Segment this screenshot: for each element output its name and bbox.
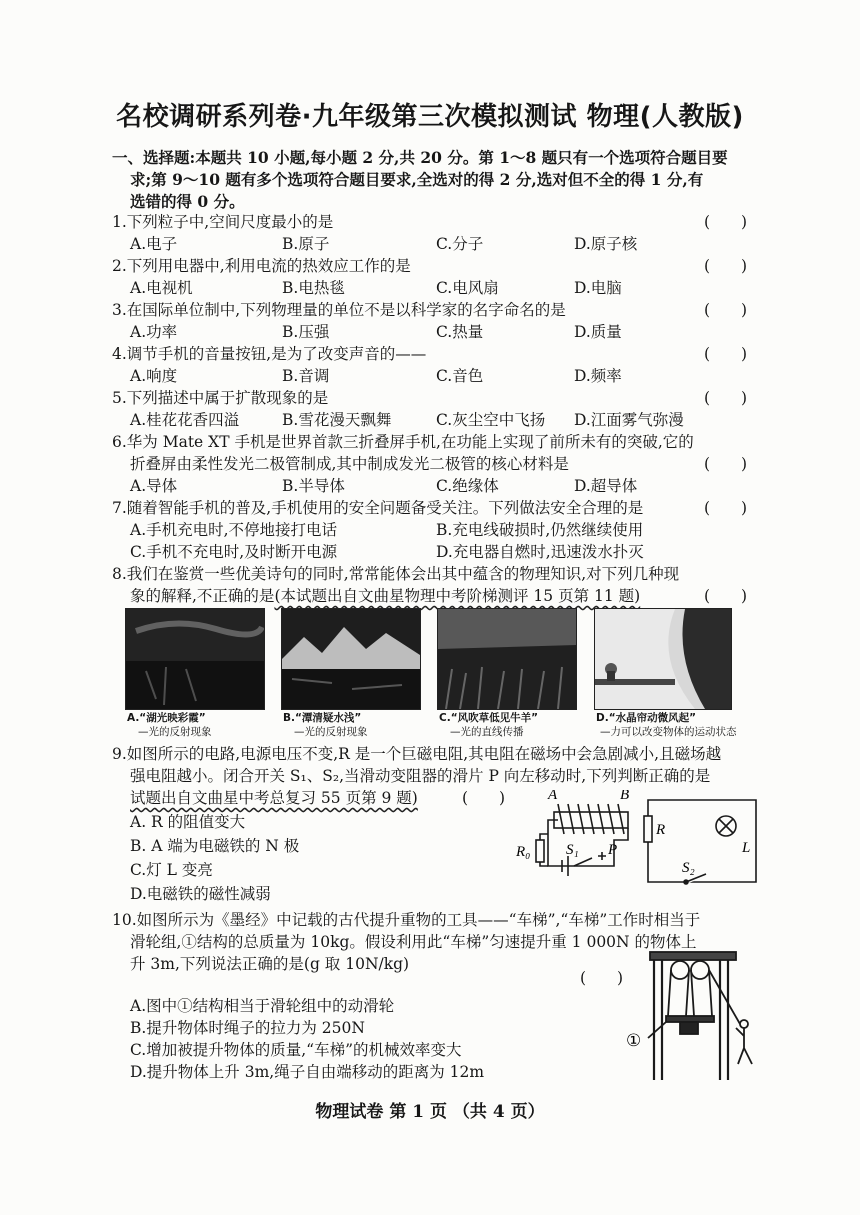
cart-ladder-pulley-figure xyxy=(622,946,762,1086)
question-3-option-b: B.压强 xyxy=(282,323,330,341)
label-r0: R₀ xyxy=(516,844,531,860)
question-10-option-b: B.提升物体时绳子的拉力为 250N xyxy=(130,1019,365,1037)
question-2-option-d: D.电脑 xyxy=(574,279,622,297)
question-8-source-note: (本试题出自文曲星物理中考阶梯测评 15 页第 11 题) xyxy=(274,587,641,605)
section-instruction-line3: 选错的得 0 分。 xyxy=(130,192,245,211)
photo-d-explanation: —力可以改变物体的运动状态 xyxy=(600,726,737,738)
question-4-answer-blank[interactable]: ( ) xyxy=(704,345,748,363)
question-4-option-b: B.音调 xyxy=(282,367,330,385)
mountain-photo xyxy=(281,608,421,710)
question-6-answer-blank[interactable]: ( ) xyxy=(704,455,748,473)
question-9-option-c: C.灯 L 变亮 xyxy=(130,861,213,879)
grassland-photo-art xyxy=(438,609,576,709)
photo-c-title: C.“风吹草低见牛羊” xyxy=(439,712,538,724)
switch-s1 xyxy=(574,858,592,866)
label-b: B xyxy=(620,790,630,803)
question-10-answer-blank[interactable]: ( ) xyxy=(580,969,624,987)
question-9-option-d: D.电磁铁的磁性减弱 xyxy=(130,885,271,903)
label-s1: S₁ xyxy=(566,842,579,858)
question-10-option-d: D.提升物体上升 3m,绳子自由端移动的距离为 12m xyxy=(130,1063,485,1081)
question-2-option-c: C.电风扇 xyxy=(436,279,499,297)
question-8-stem-line1: 8.我们在鉴赏一些优美诗句的同时,常常能体会出其中蕴含的物理知识,对下列几种现 xyxy=(112,565,680,583)
structure-1-label: ① xyxy=(626,1031,642,1051)
question-3-stem: 3.在国际单位制中,下列物理量的单位不是以科学家的名字命名的是 xyxy=(112,301,566,319)
mountain-photo-art xyxy=(282,609,420,709)
question-1-option-d: D.原子核 xyxy=(574,235,638,253)
question-8-answer-blank[interactable]: ( ) xyxy=(704,587,748,605)
question-10-stem-line3: 升 3m,下列说法正确的是(g 取 10N/kg) xyxy=(130,955,410,973)
question-6-option-d: D.超导体 xyxy=(574,477,638,495)
exam-title: 名校调研系列卷·九年级第三次模拟测试 物理(人教版) xyxy=(116,102,744,132)
question-3-answer-blank[interactable]: ( ) xyxy=(704,301,748,319)
question-1-stem: 1.下列粒子中,空间尺度最小的是 xyxy=(112,213,334,231)
resistor-r0 xyxy=(536,840,544,862)
question-4-option-d: D.频率 xyxy=(574,367,622,385)
question-2-option-a: A.电视机 xyxy=(130,279,193,297)
question-8-stem-line2 xyxy=(130,586,640,606)
question-6-option-c: C.绝缘体 xyxy=(436,477,499,495)
question-9-option-a: A. R 的阻值变大 xyxy=(130,813,246,831)
question-9-option-b: B. A 端为电磁铁的 N 极 xyxy=(130,837,300,855)
question-10-stem-line2: 滑轮组,①结构的总质量为 10kg。假设利用此“车梯”匀速提升重 1 000N 的物体上 xyxy=(130,933,697,951)
photo-a-title: A.“湖光映彩霞” xyxy=(127,712,206,724)
photo-d-title: D.“水晶帘动微风起” xyxy=(596,712,697,724)
curtain-photo xyxy=(594,608,732,710)
question-1-option-b: B.原子 xyxy=(282,235,330,253)
question-6-option-b: B.半导体 xyxy=(282,477,345,495)
label-p: P xyxy=(608,842,618,858)
question-4-stem: 4.调节手机的音量按钮,是为了改变声音的—— xyxy=(112,345,427,363)
heavy-object xyxy=(680,1022,698,1034)
question-5-option-a: A.桂花花香四溢 xyxy=(130,411,240,429)
question-10-stem-line1: 10.如图所示为《墨经》中记载的古代提升重物的工具——“车梯”,“车梯”工作时相当于 xyxy=(112,911,701,929)
slider-p xyxy=(598,852,606,860)
photo-b-explanation: —光的反射现象 xyxy=(294,726,368,738)
question-2-answer-blank[interactable]: ( ) xyxy=(704,257,748,275)
question-7-stem: 7.随着智能手机的普及,手机使用的安全问题备受关注。下列做法安全合理的是 xyxy=(112,499,644,517)
question-9-stem-line2: 强电阻越小。闭合开关 S₁、S₂,当滑动变阻器的滑片 P 向左移动时,下列判断正确的是 xyxy=(130,767,711,785)
question-5-stem: 5.下列描述中属于扩散现象的是 xyxy=(112,389,329,407)
label-r: R xyxy=(656,822,666,838)
question-4-option-a: A.响度 xyxy=(130,367,178,385)
question-5-option-b: B.雪花漫天飘舞 xyxy=(282,411,392,429)
lake-photo-art xyxy=(126,609,264,709)
question-9-answer-blank[interactable]: ( ) xyxy=(462,789,506,807)
photo-c-explanation: —光的直线传播 xyxy=(450,726,524,738)
question-3-option-c: C.热量 xyxy=(436,323,484,341)
question-9-source-note: 试题出自文曲星中考总复习 55 页第 9 题) xyxy=(130,789,418,807)
section-instruction-line1: 一、选择题:本题共 10 小题,每小题 2 分,共 20 分。第 1～8 题只有一个选项符合题目要 xyxy=(112,148,728,167)
section-instruction-line2: 求;第 9～10 题有多个选项符合题目要求,全选对的得 2 分,选对但不全的得 1 分,有 xyxy=(130,170,704,189)
curtain-photo-art xyxy=(595,609,731,709)
pulley-right xyxy=(691,961,709,979)
pulley-left xyxy=(671,961,689,979)
label-l: L xyxy=(742,840,751,856)
question-7-option-c: C.手机不充电时,及时断开电源 xyxy=(130,543,338,561)
question-7-option-d: D.充电器自燃时,迅速泼水扑灭 xyxy=(436,543,644,561)
question-7-answer-blank[interactable]: ( ) xyxy=(704,499,748,517)
gmr-resistor-r xyxy=(644,816,652,842)
question-10-option-c: C.增加被提升物体的质量,“车梯”的机械效率变大 xyxy=(130,1041,462,1059)
label-s2: S₂ xyxy=(682,860,695,876)
electromagnet-coil xyxy=(558,804,624,834)
label-a: A xyxy=(548,790,558,803)
question-7-option-a: A.手机充电时,不停地接打电话 xyxy=(130,521,338,539)
question-6-option-a: A.导体 xyxy=(130,477,178,495)
question-3-option-d: D.质量 xyxy=(574,323,622,341)
question-5-answer-blank[interactable]: ( ) xyxy=(704,389,748,407)
question-3-option-a: A.功率 xyxy=(130,323,178,341)
question-1-answer-blank[interactable]: ( ) xyxy=(704,213,748,231)
question-6-stem-line2: 折叠屏由柔性发光二极管制成,其中制成发光二极管的核心材料是 xyxy=(130,455,569,473)
question-2-stem: 2.下列用电器中,利用电流的热效应工作的是 xyxy=(112,257,411,275)
question-2-option-b: B.电热毯 xyxy=(282,279,345,297)
question-8-stem-text: 象的解释,不正确的是 xyxy=(130,587,275,605)
question-4-option-c: C.音色 xyxy=(436,367,484,385)
page-footer: 物理试卷 第 1 页 （共 4 页） xyxy=(315,1102,545,1122)
question-1-option-a: A.电子 xyxy=(130,235,178,253)
electromagnet-circuit-diagram xyxy=(510,790,760,890)
grassland-photo xyxy=(437,608,577,710)
movable-structure xyxy=(666,1016,714,1022)
question-6-stem-line1: 6.华为 Mate XT 手机是世界首款三折叠屏手机,在功能上实现了前所未有的突破,它的 xyxy=(112,433,694,451)
question-5-option-c: C.灰尘空中飞扬 xyxy=(436,411,546,429)
lake-photo xyxy=(125,608,265,710)
question-10-option-a: A.图中①结构相当于滑轮组中的动滑轮 xyxy=(130,997,395,1015)
question-1-option-c: C.分子 xyxy=(436,235,484,253)
question-7-option-b: B.充电线破损时,仍然继续使用 xyxy=(436,521,644,539)
question-5-option-d: D.江面雾气弥漫 xyxy=(574,411,684,429)
question-9-stem-line1: 9.如图所示的电路,电源电压不变,R 是一个巨磁电阻,其电阻在磁场中会急剧减小,且磁场越 xyxy=(112,745,722,763)
photo-a-explanation: —光的反射现象 xyxy=(138,726,212,738)
photo-b-title: B.“潭清疑水浅” xyxy=(283,712,362,724)
